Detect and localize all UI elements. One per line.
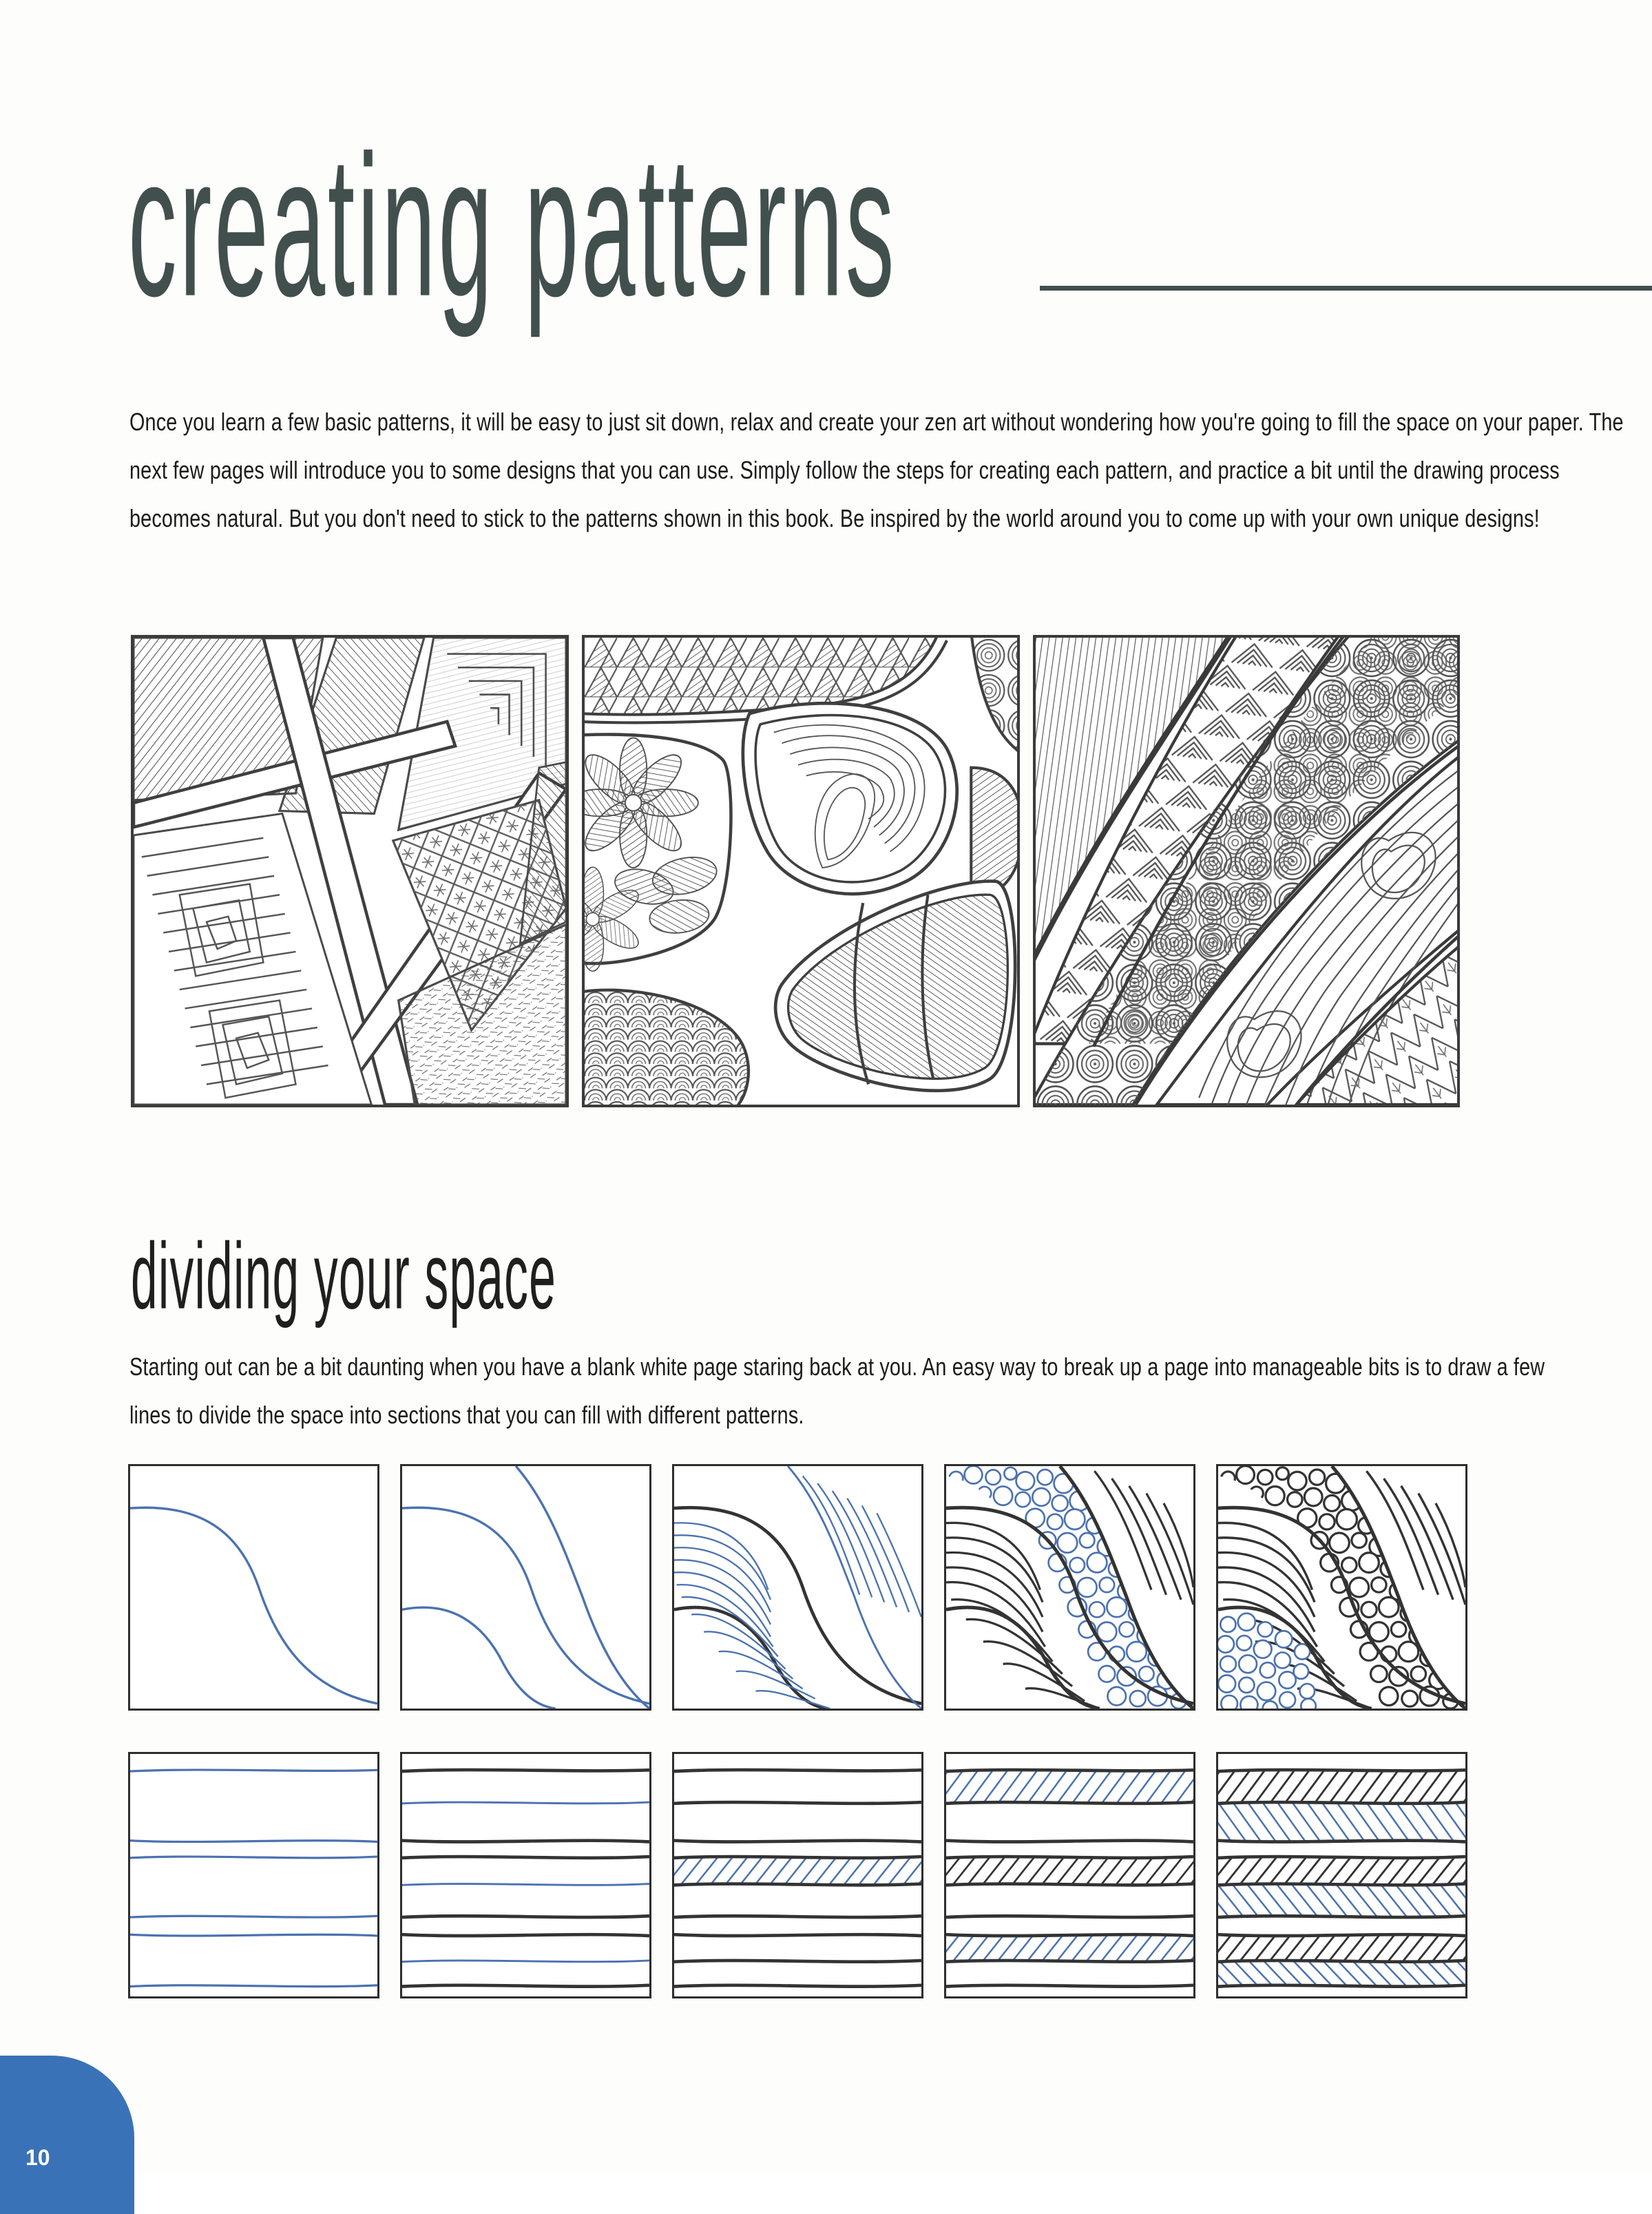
- page-number-badge: [0, 2056, 134, 2214]
- curve-step-5: [1216, 1464, 1467, 1711]
- band-step-3: [672, 1752, 923, 1998]
- curved-division-steps: [128, 1464, 1492, 1712]
- band-step-4: [944, 1752, 1195, 1998]
- zentangle-sample-1: [131, 635, 569, 1107]
- title-block: [128, 114, 1616, 339]
- pattern-gallery: [131, 635, 1460, 1107]
- curve-step-3: [672, 1464, 923, 1711]
- curve-step-1: [128, 1464, 379, 1711]
- page-number: 10: [25, 2145, 50, 2170]
- band-step-2: [400, 1752, 651, 1998]
- band-step-5: [1216, 1752, 1467, 1998]
- steps-section: [128, 1464, 1492, 2008]
- dividing-paragraph: Starting out can be a bit daunting when you have a blank white page staring back at you. An easy way to break up a page into manageable bits is to draw a few lines to divide the space into sections that you can fill with different patterns.: [129, 1353, 1545, 1429]
- curve-step-2: [400, 1464, 651, 1711]
- zentangle-sample-2: [582, 635, 1020, 1107]
- intro-paragraph: Once you learn a few basic patterns, it will be easy to just sit down, relax and create your zen art without wondering how you're going to fill the space on your paper. The next few pages will introduce you to some designs that you can use. Simply follow the steps for creating each pattern, and practice a bit until the drawing process becomes natural. But you don't need to stick to the patterns shown in this book. Be inspired by the world around you to come up with your own unique designs!: [129, 408, 1624, 532]
- section-heading: dividing your space: [131, 1223, 557, 1329]
- horizontal-division-steps: [128, 1752, 1492, 2000]
- curve-step-4: [944, 1464, 1195, 1711]
- band-step-1: [128, 1752, 379, 1998]
- title-rule: [1040, 286, 1652, 291]
- zentangle-sample-3: [1033, 635, 1460, 1107]
- page-title: creating patterns: [128, 114, 897, 339]
